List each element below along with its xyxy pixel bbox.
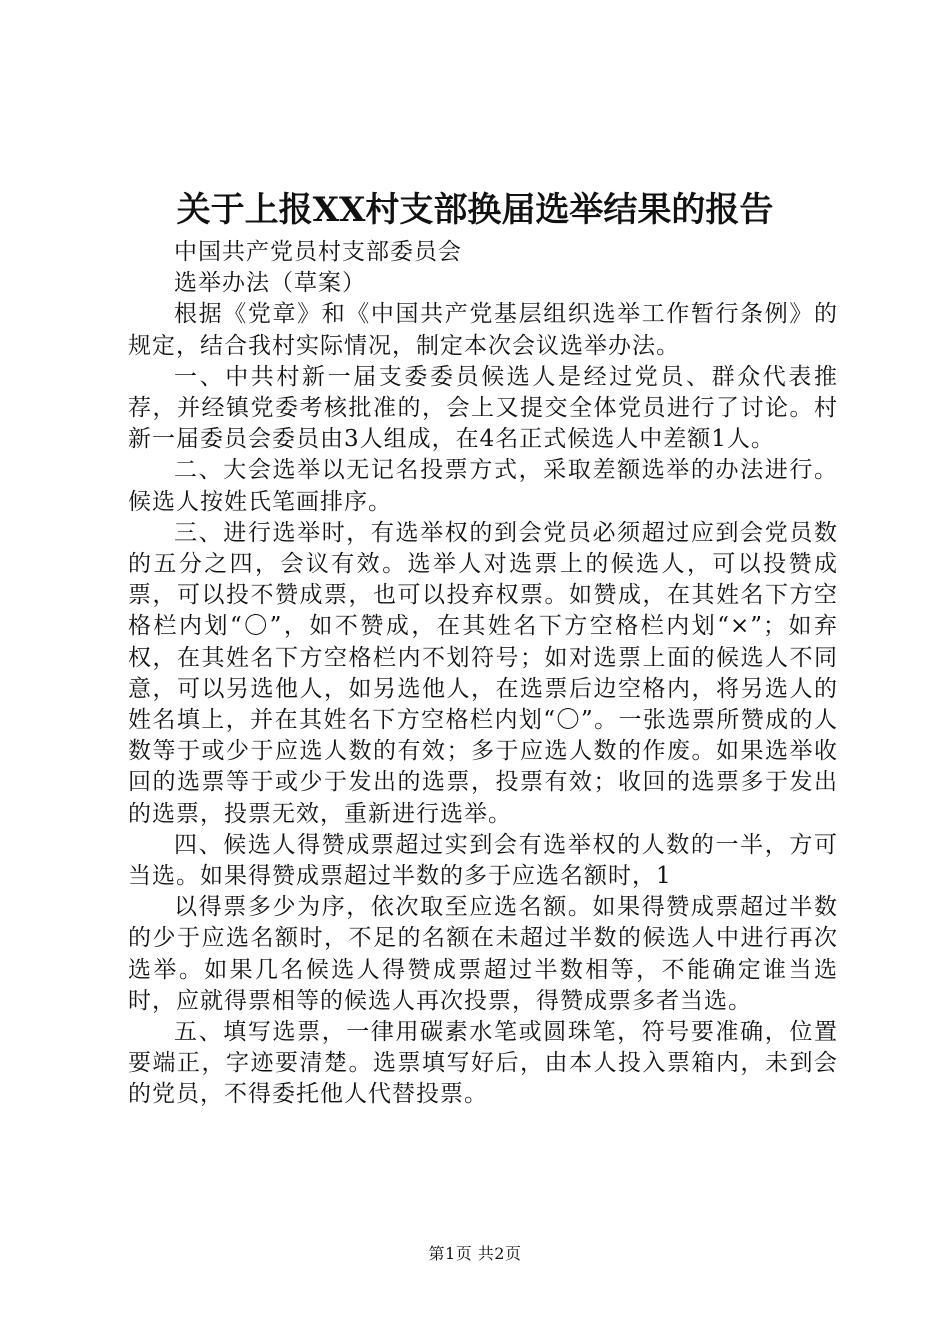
paragraph-clause-4: 四、候选人得赞成票超过实到会有选举权的人数的一半，方可当选。如果得赞成票超过半数的多于应选名额时，1	[128, 831, 838, 890]
paragraph-intro: 根据《党章》和《中国共产党基层组织选举工作暂行条例》的规定，结合我村实际情况，制定本次会议选举办法。	[128, 301, 838, 359]
page-number-footer: 第1页 共2页	[428, 1244, 522, 1263]
paragraph-clause-2: 二、大会选举以无记名投票方式，采取差额选举的办法进行。候选人按姓氏笔画排序。	[128, 457, 838, 515]
paragraph-clause-4-continued: 以得票多少为序，依次取至应选名额。如果得赞成票超过半数的少于应选名额时，不足的名额在未超过半数的候选人中进行再次选举。如果几名候选人得赞成票超过半数相等，不能确定谁当选时，应就得票相等的候选人再次投票，得赞成票多者当选。	[128, 894, 838, 1014]
paragraph-subtitle: 选举办法（草案）	[174, 270, 366, 297]
document-title: 关于上报XX村支部换届选举结果的报告	[176, 190, 774, 230]
paragraph-organization: 中国共产党员村支部委员会	[174, 239, 462, 265]
paragraph-clause-3: 三、进行选举时，有选举权的到会党员必须超过应到会党员数的五分之四，会议有效。选举人对选票上的候选人，可以投赞成票，可以投不赞成票，也可以投弃权票。如赞成，在其姓名下方空格栏内划“〇”，如不赞成，在其姓名下方空格栏内划“×”；如弃权，在其姓名下方空格栏内不划符号；如对选票上面的候选人不同意，可以另选他人，如另选他人，在选票后边空格内，将另选人的姓名填上，并在其姓名下方空格栏内划“〇”。一张选票所赞成的人数等于或少于应选人数的有效；多于应选人数的作废。如果选举收回的选票等于或少于发出的选票，投票有效；收回的选票多于发出的选票，投票无效，重新进行选举。	[128, 519, 838, 827]
document-body	[128, 237, 838, 1111]
paragraph-clause-5: 五、填写选票，一律用碳素水笔或圆珠笔，符号要准确，位置要端正，字迹要清楚。选票填写好后，由本人投入票箱内，未到会的党员，不得委托他人代替投票。	[128, 1019, 838, 1108]
paragraph-clause-1: 一、中共村新一届支委委员候选人是经过党员、群众代表推荐，并经镇党委考核批准的，会上又提交全体党员进行了讨论。村新一届委员会委员由3人组成，在4名正式候选人中差额1人。	[128, 363, 838, 453]
